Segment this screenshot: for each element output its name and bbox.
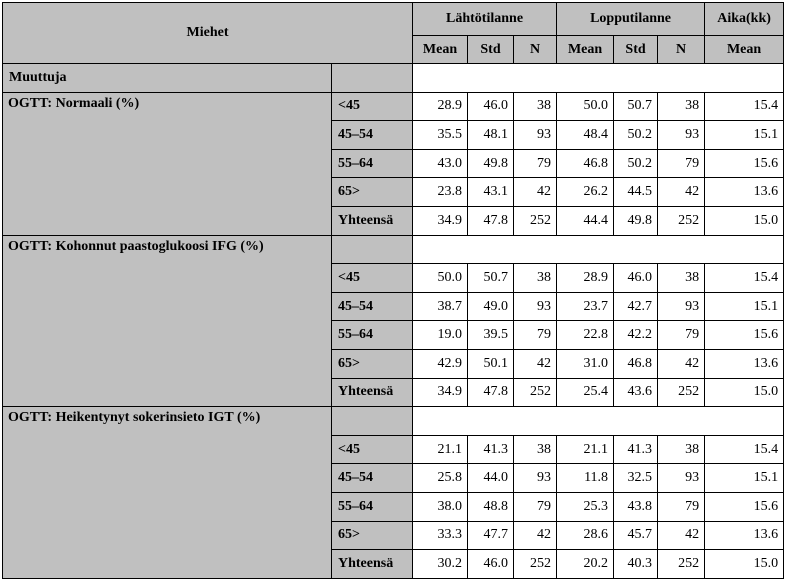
value-cell: 25.4 xyxy=(557,378,614,407)
value-cell: 252 xyxy=(658,378,705,407)
value-cell: 13.6 xyxy=(705,349,784,378)
value-cell: 42 xyxy=(658,349,705,378)
value-cell: 38 xyxy=(658,92,705,121)
value-cell: 252 xyxy=(658,550,705,579)
value-cell: 25.3 xyxy=(557,492,614,521)
value-cell: 46.0 xyxy=(468,550,514,579)
value-cell: 30.2 xyxy=(413,550,468,579)
value-cell: 23.8 xyxy=(413,178,468,207)
value-cell: 25.8 xyxy=(413,464,468,493)
value-cell: 40.3 xyxy=(614,550,658,579)
value-cell: 47.8 xyxy=(468,206,514,235)
value-cell: 45.7 xyxy=(614,521,658,550)
group-cell-empty xyxy=(332,64,413,93)
header-sub-std: Std xyxy=(614,36,658,64)
value-cell: 15.1 xyxy=(705,292,784,321)
age-group: <45 xyxy=(332,264,413,293)
value-cell: 28.9 xyxy=(557,264,614,293)
value-cell: 46.8 xyxy=(557,149,614,178)
value-cell: 15.4 xyxy=(705,264,784,293)
value-cell: 33.3 xyxy=(413,521,468,550)
section-title: OGTT: Heikentynyt sokerinsieto IGT (%) xyxy=(3,407,332,579)
header-period-final: Lopputilanne xyxy=(557,3,705,36)
value-cell: 13.6 xyxy=(705,178,784,207)
age-group: <45 xyxy=(332,435,413,464)
age-group: 65> xyxy=(332,178,413,207)
header-sub-n: N xyxy=(514,36,557,64)
value-cell: 15.4 xyxy=(705,92,784,121)
value-cell: 46.0 xyxy=(468,92,514,121)
value-cell: 15.1 xyxy=(705,121,784,150)
age-group: 45–54 xyxy=(332,292,413,321)
value-cell: 43.8 xyxy=(614,492,658,521)
value-cell: 19.0 xyxy=(413,321,468,350)
group-cell-empty xyxy=(332,235,413,264)
age-group: Yhteensä xyxy=(332,206,413,235)
header-sub-std: Std xyxy=(468,36,514,64)
value-cell: 34.9 xyxy=(413,206,468,235)
value-cell: 26.2 xyxy=(557,178,614,207)
age-group: 55–64 xyxy=(332,492,413,521)
value-cell: 41.3 xyxy=(614,435,658,464)
value-cell: 42 xyxy=(658,178,705,207)
value-cell: 38.0 xyxy=(413,492,468,521)
age-group: Yhteensä xyxy=(332,378,413,407)
value-cell: 79 xyxy=(658,149,705,178)
value-cell: 79 xyxy=(514,321,557,350)
value-cell: 47.7 xyxy=(468,521,514,550)
empty-cell xyxy=(413,235,784,264)
value-cell: 38 xyxy=(658,435,705,464)
value-cell: 44.5 xyxy=(614,178,658,207)
group-cell-empty xyxy=(332,407,413,436)
header-sub-mean: Mean xyxy=(705,36,784,64)
value-cell: 38 xyxy=(514,264,557,293)
value-cell: 15.4 xyxy=(705,435,784,464)
section-title: OGTT: Kohonnut paastoglukoosi IFG (%) xyxy=(3,235,332,407)
value-cell: 79 xyxy=(658,492,705,521)
value-cell: 34.9 xyxy=(413,378,468,407)
value-cell: 43.0 xyxy=(413,149,468,178)
age-group: <45 xyxy=(332,92,413,121)
table-row xyxy=(3,407,784,436)
age-group: 55–64 xyxy=(332,149,413,178)
value-cell: 41.3 xyxy=(468,435,514,464)
value-cell: 79 xyxy=(658,321,705,350)
age-group: 65> xyxy=(332,349,413,378)
value-cell: 49.8 xyxy=(614,206,658,235)
value-cell: 42 xyxy=(658,521,705,550)
value-cell: 38 xyxy=(514,435,557,464)
value-cell: 44.0 xyxy=(468,464,514,493)
statistics-table xyxy=(2,2,784,579)
value-cell: 42 xyxy=(514,521,557,550)
value-cell: 252 xyxy=(514,550,557,579)
variable-label: Muuttuja xyxy=(3,64,332,93)
value-cell: 47.8 xyxy=(468,378,514,407)
value-cell: 11.8 xyxy=(557,464,614,493)
value-cell: 42.7 xyxy=(614,292,658,321)
value-cell: 50.7 xyxy=(614,92,658,121)
age-group: 65> xyxy=(332,521,413,550)
empty-cell xyxy=(413,407,784,436)
value-cell: 93 xyxy=(514,292,557,321)
value-cell: 79 xyxy=(514,492,557,521)
value-cell: 50.2 xyxy=(614,149,658,178)
value-cell: 23.7 xyxy=(557,292,614,321)
value-cell: 21.1 xyxy=(557,435,614,464)
value-cell: 252 xyxy=(514,378,557,407)
value-cell: 38 xyxy=(658,264,705,293)
value-cell: 93 xyxy=(658,292,705,321)
value-cell: 50.2 xyxy=(614,121,658,150)
value-cell: 93 xyxy=(658,121,705,150)
value-cell: 48.8 xyxy=(468,492,514,521)
value-cell: 38.7 xyxy=(413,292,468,321)
value-cell: 20.2 xyxy=(557,550,614,579)
value-cell: 15.0 xyxy=(705,550,784,579)
value-cell: 44.4 xyxy=(557,206,614,235)
age-group: Yhteensä xyxy=(332,550,413,579)
value-cell: 22.8 xyxy=(557,321,614,350)
header-period-time: Aika(kk) xyxy=(705,3,784,36)
value-cell: 93 xyxy=(514,121,557,150)
value-cell: 46.8 xyxy=(614,349,658,378)
value-cell: 46.0 xyxy=(614,264,658,293)
value-cell: 15.0 xyxy=(705,206,784,235)
value-cell: 28.6 xyxy=(557,521,614,550)
header-period-baseline: Lähtötilanne xyxy=(413,3,557,36)
value-cell: 42.9 xyxy=(413,349,468,378)
value-cell: 28.9 xyxy=(413,92,468,121)
table-row xyxy=(3,235,784,264)
header-corner: Miehet xyxy=(3,3,413,64)
header-sub-mean: Mean xyxy=(557,36,614,64)
value-cell: 42 xyxy=(514,349,557,378)
value-cell: 50.1 xyxy=(468,349,514,378)
value-cell: 15.0 xyxy=(705,378,784,407)
value-cell: 79 xyxy=(514,149,557,178)
value-cell: 42 xyxy=(514,178,557,207)
value-cell: 49.8 xyxy=(468,149,514,178)
value-cell: 93 xyxy=(514,464,557,493)
age-group: 45–54 xyxy=(332,464,413,493)
table-row xyxy=(3,92,784,121)
value-cell: 48.1 xyxy=(468,121,514,150)
value-cell: 50.7 xyxy=(468,264,514,293)
age-group: 45–54 xyxy=(332,121,413,150)
section-title: OGTT: Normaali (%) xyxy=(3,92,332,235)
age-group: 55–64 xyxy=(332,321,413,350)
value-cell: 21.1 xyxy=(413,435,468,464)
value-cell: 93 xyxy=(658,464,705,493)
value-cell: 252 xyxy=(514,206,557,235)
value-cell: 15.1 xyxy=(705,464,784,493)
value-cell: 39.5 xyxy=(468,321,514,350)
value-cell: 50.0 xyxy=(413,264,468,293)
value-cell: 15.6 xyxy=(705,492,784,521)
value-cell: 43.6 xyxy=(614,378,658,407)
value-cell: 15.6 xyxy=(705,321,784,350)
value-cell: 13.6 xyxy=(705,521,784,550)
value-cell: 15.6 xyxy=(705,149,784,178)
header-sub-n: N xyxy=(658,36,705,64)
value-cell: 42.2 xyxy=(614,321,658,350)
value-cell: 49.0 xyxy=(468,292,514,321)
value-cell: 35.5 xyxy=(413,121,468,150)
value-cell: 50.0 xyxy=(557,92,614,121)
value-cell: 252 xyxy=(658,206,705,235)
value-cell: 48.4 xyxy=(557,121,614,150)
value-cell: 43.1 xyxy=(468,178,514,207)
value-cell: 38 xyxy=(514,92,557,121)
value-cell: 31.0 xyxy=(557,349,614,378)
empty-cell xyxy=(413,64,784,93)
header-sub-mean: Mean xyxy=(413,36,468,64)
value-cell: 32.5 xyxy=(614,464,658,493)
